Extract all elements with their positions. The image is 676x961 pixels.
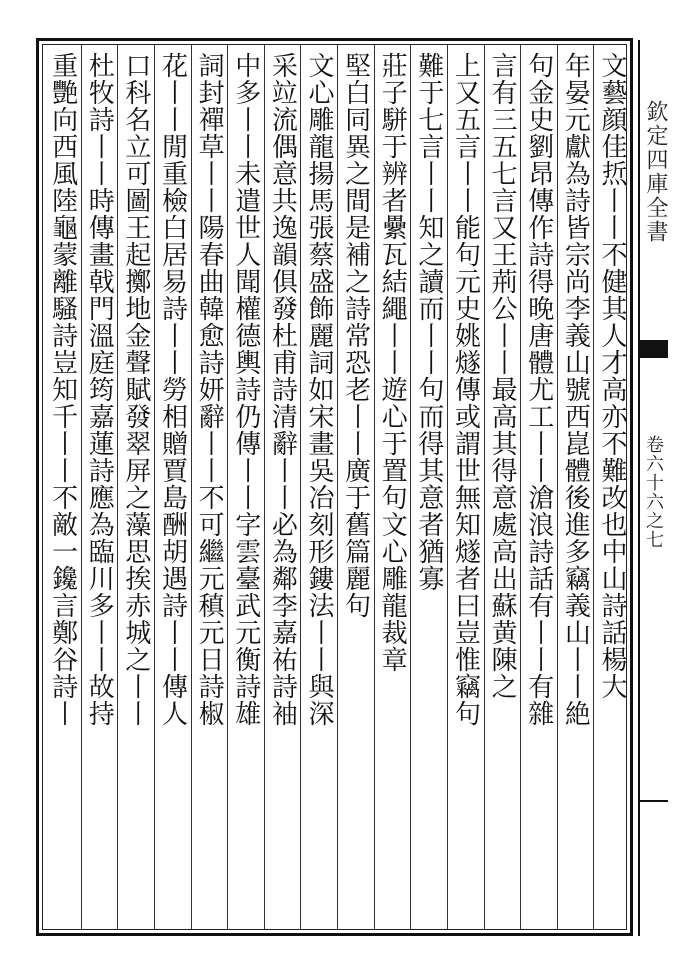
text-column: 重艷向西風陸龜蒙離騷詩豈知千丨丨不敵一鑱言鄭谷詩丨 <box>47 52 78 727</box>
column-rule <box>227 44 228 930</box>
text-column: 花丨丨閒重檢白居易詩丨丨勞相贈賈島酬胡遇詩丨丨傳人 <box>157 52 188 727</box>
column-rule <box>557 44 558 930</box>
text-column: 堅白同異之間是補之詩常恐老丨丨廣于舊篇麗句 <box>340 52 371 619</box>
column-rule <box>374 44 375 930</box>
text-column: 文心雕龍揚馬張蔡盛飾麗詞如宋畫吳冶刻形鏤法丨丨與深 <box>304 52 334 727</box>
volume-label: 卷六十六之七 <box>643 435 664 549</box>
text-column: 難于七言丨丨知之讀而丨丨句而得其意者猶寡 <box>413 52 444 592</box>
margin-rule <box>638 800 668 802</box>
column-rule <box>117 44 118 930</box>
text-column: 言有三五七言又王荊公丨丨最高其得意處高出蘇黄陳之 <box>487 52 518 700</box>
text-column: 句金史劉昂傳作詩得晚唐體尤工丨丨滄浪詩話有丨丨有雜 <box>523 52 554 727</box>
column-rule <box>300 44 301 930</box>
column-rule <box>520 44 521 930</box>
text-column: 口科名立可圖王起擲地金聲賦發翠屏之藻思挨赤城之丨丨 <box>120 52 151 727</box>
text-column: 詞封禪草丨丨陽春曲韓愈詩妍辭丨丨不可繼元稹元日詩椒 <box>194 52 225 727</box>
column-rule <box>447 44 448 930</box>
book-title: 欽定四庫全書 <box>643 100 668 244</box>
column-rule <box>191 44 192 930</box>
margin-strip <box>638 40 668 936</box>
text-column: 莊子駢于辨者纍瓦結繩丨丨遊心于置句文心雕龍裁章 <box>377 52 408 673</box>
column-rule <box>81 44 82 930</box>
column-rule <box>264 44 265 930</box>
column-rule <box>337 44 338 930</box>
column-rule <box>484 44 485 930</box>
text-column: 上又五言丨丨能句元史姚燧傳或謂世無知燧者曰豈惟竊句 <box>450 52 481 727</box>
fish-tail-mark <box>638 340 668 358</box>
text-column: 年晏元獻為詩皆宗尚李義山號西崑體後進多竊義山丨丨絶 <box>560 52 591 727</box>
text-column: 文藝顔佳焎丨丨不健其人才高亦不難改也中山詩話楊大 <box>597 52 627 700</box>
text-column: 杜牧詩丨丨時傳畫戟門溫庭筠嘉蓮詩應為臨川多丨丨故持 <box>84 52 115 727</box>
column-rule <box>410 44 411 930</box>
text-column: 中多丨丨未遣世人聞權德輿詩仍傳丨丨字雲臺武元衡詩雄 <box>230 52 261 727</box>
text-column: 采竝流偶意共逸韻俱發杜甫詩清辭丨丨必為鄰李嘉祐詩袖 <box>267 52 298 727</box>
column-rule <box>154 44 155 930</box>
column-rule <box>593 44 594 930</box>
